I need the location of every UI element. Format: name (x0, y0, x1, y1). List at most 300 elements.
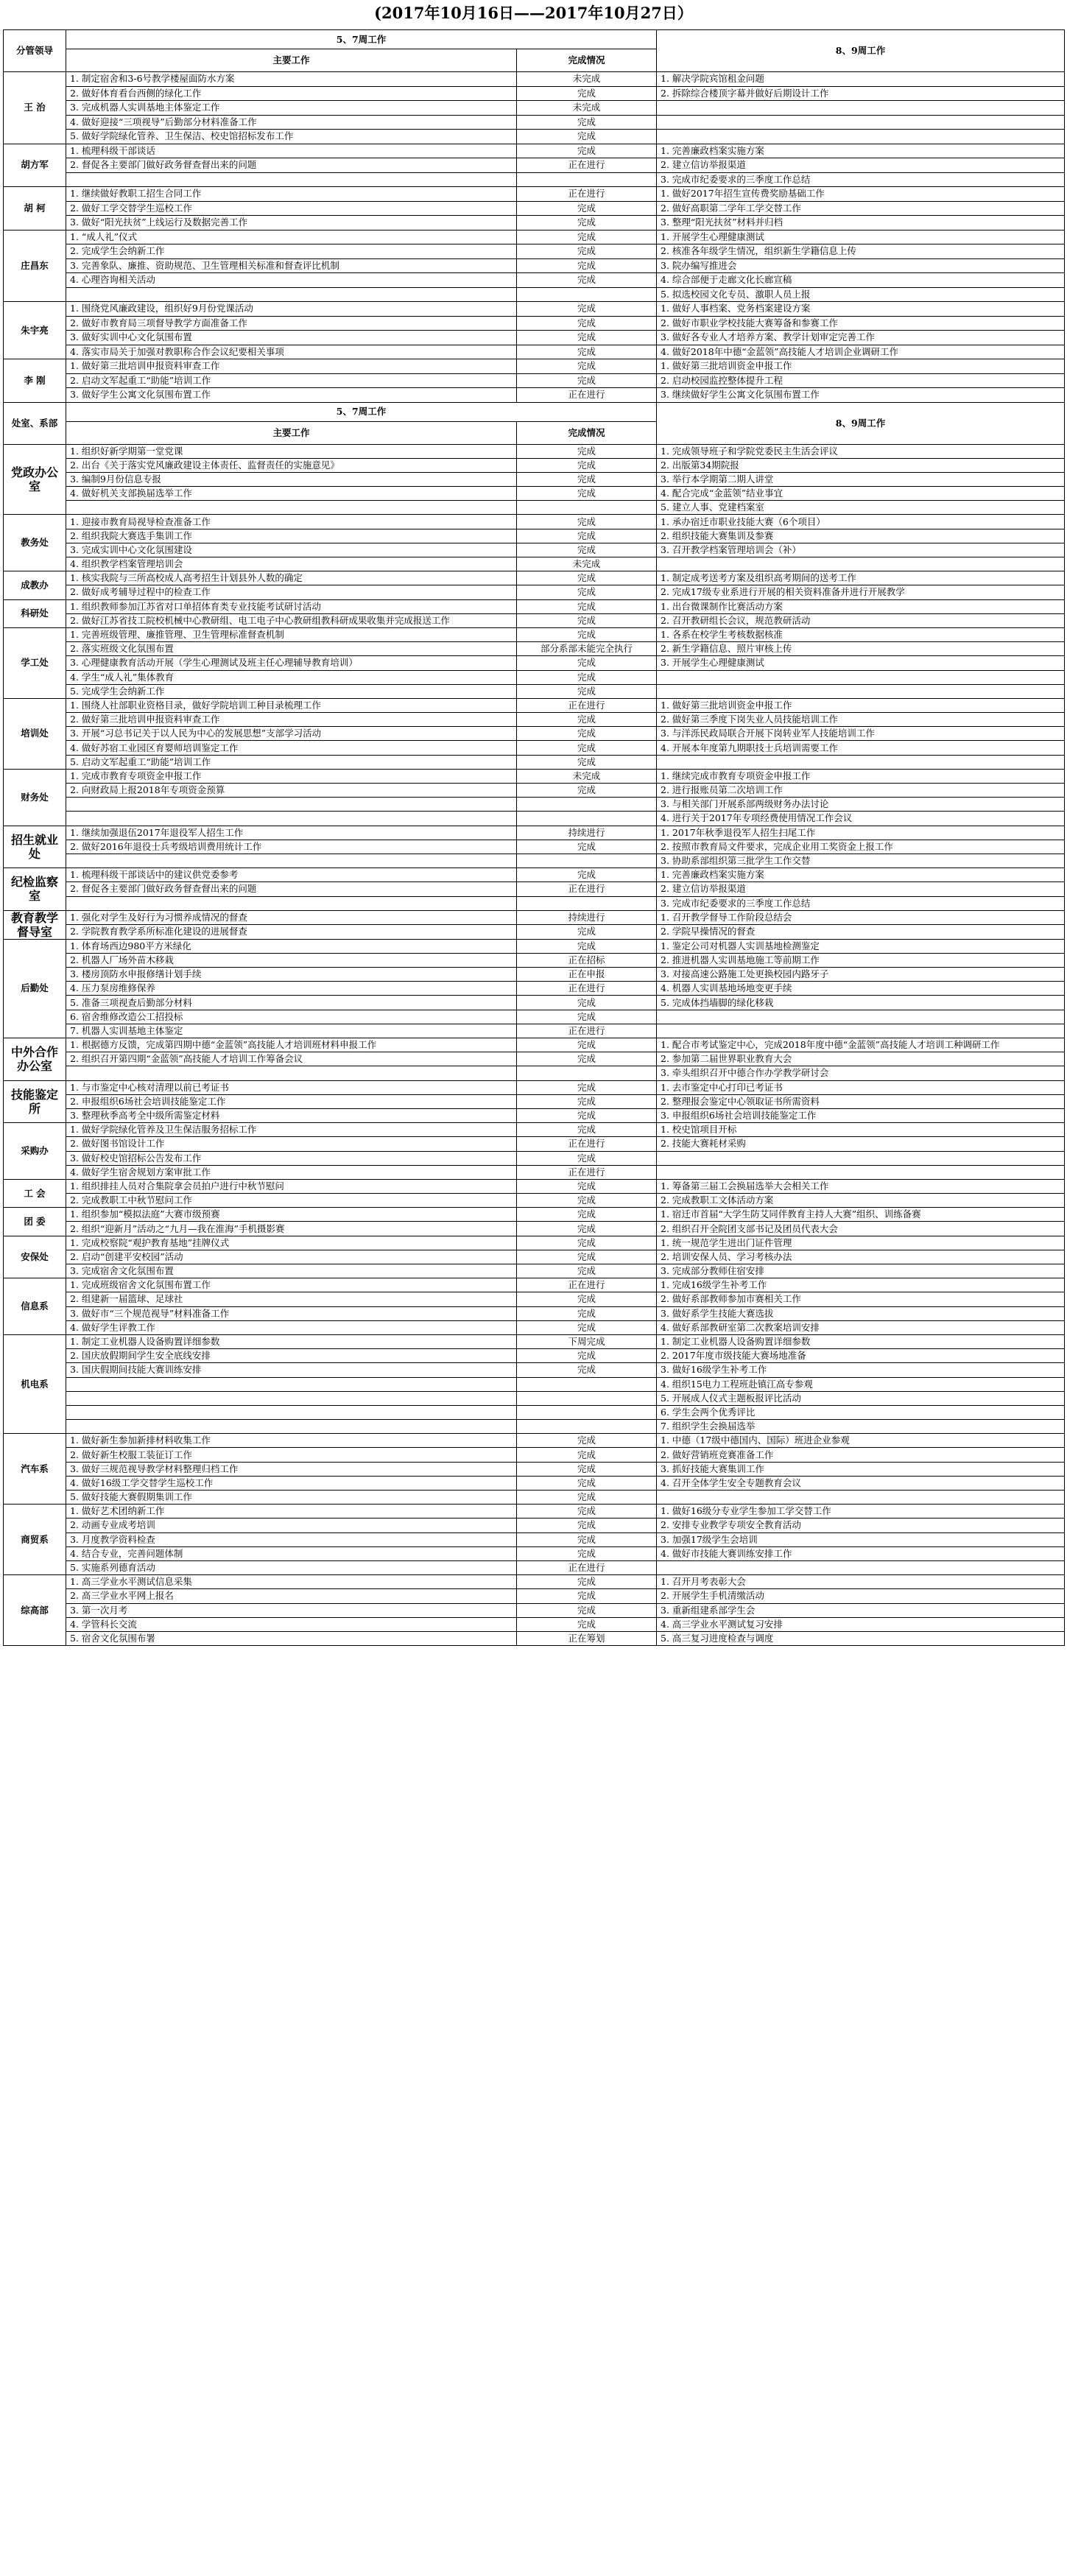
next-work-item: 1. 完成领导班子和学院党委民主生活会评议 (657, 444, 1065, 458)
status-cell: 完成 (517, 244, 657, 259)
table-row (4, 1250, 1065, 1264)
status-cell: 完成 (517, 1349, 657, 1363)
table-row (4, 755, 1065, 769)
work-item (66, 1377, 517, 1391)
work-item (66, 854, 517, 868)
work-item: 7. 机器人实训基地主体鉴定 (66, 1024, 517, 1038)
table-row (4, 1137, 1065, 1151)
next-work-item: 4. 机器人实训基地场地变更手续 (657, 982, 1065, 996)
unit-name: 招生就业处 (4, 826, 66, 868)
table-row (4, 1560, 1065, 1574)
next-work-item: 2. 做好第三季度下岗失业人员技能培训工作 (657, 713, 1065, 727)
status-cell: 正在进行 (517, 388, 657, 403)
work-item: 1. 制定工业机器人设备购置详细参数 (66, 1334, 517, 1348)
table-row (4, 1222, 1065, 1236)
work-item: 2. 组建新一届篮球、足球社 (66, 1292, 517, 1306)
next-work-item: 1. 出台微课制作比赛活动方案 (657, 599, 1065, 613)
unit-name: 纪检监察室 (4, 868, 66, 911)
work-item: 2. 组织召开第四期“金蓝领”高技能人才培训工作筹备会议 (66, 1052, 517, 1066)
table-row (4, 1080, 1065, 1094)
next-work-item (657, 557, 1065, 571)
status-cell: 完成 (517, 1434, 657, 1448)
next-work-item: 1. 鉴定公司对机器人实训基地检测鉴定 (657, 939, 1065, 953)
status-cell: 完成 (517, 1194, 657, 1208)
next-work-item: 2. 组织召开全院团支部书记及团员代表大会 (657, 1222, 1065, 1236)
work-item: 3. 完成宿舍文化氛围布置 (66, 1264, 517, 1278)
work-item: 3. 做好“阳光扶贫”上线运行及数据完善工作 (66, 216, 517, 230)
table-row (4, 585, 1065, 599)
work-item (66, 1391, 517, 1405)
work-item: 1. 核实我院与三所高校成人高考招生计划县外人数的确定 (66, 571, 517, 585)
next-work-item (657, 1560, 1065, 1574)
status-cell: 下周完成 (517, 1334, 657, 1348)
status-cell: 完成 (517, 543, 657, 557)
next-work-item: 2. 开展学生手机清缴活动 (657, 1589, 1065, 1603)
next-work-item: 7. 组织学生会换届选举 (657, 1420, 1065, 1434)
table-row (4, 840, 1065, 854)
status-header: 完成情况 (517, 421, 657, 444)
work-item: 1. 完成校察院“观护教育基地”挂牌仪式 (66, 1236, 517, 1250)
status-cell: 完成 (517, 627, 657, 641)
next-work-item: 1. 中德（17级中德国内、国际）班进企业参观 (657, 1434, 1065, 1448)
unit-name: 商贸系 (4, 1505, 66, 1575)
next-work-item: 2. 整理报会鉴定中心领取证书所需资料 (657, 1094, 1065, 1108)
work-item: 2. 出台《关于落实党风廉政建设主体责任、监督责任的实施意见》 (66, 458, 517, 472)
status-cell (517, 1420, 657, 1434)
work-item: 1. 梳理科级干部谈话 (66, 144, 517, 158)
next-work-item: 2. 2017年度市级技能大赛场地准备 (657, 1349, 1065, 1363)
next-work-item: 3. 整理“阳光扶贫”材料并归档 (657, 216, 1065, 230)
unit-name: 机电系 (4, 1334, 66, 1433)
work-item: 5. 准备三项视查后勤部分材料 (66, 996, 517, 1010)
work-item: 3. 整理秋季高考全中级所需鉴定材料 (66, 1108, 517, 1122)
next-work-item: 2. 核准各年级学生情况，组织新生学籍信息上传 (657, 244, 1065, 259)
status-cell: 完成 (517, 515, 657, 529)
section-header-row (4, 30, 1065, 49)
status-cell: 完成 (517, 1363, 657, 1377)
unit-column-header: 处室、系部 (4, 402, 66, 444)
status-cell: 完成 (517, 1320, 657, 1334)
unit-name: 安保处 (4, 1236, 66, 1278)
table-row (4, 172, 1065, 187)
table-row (4, 599, 1065, 613)
unit-name: 科研处 (4, 599, 66, 627)
table-row (4, 854, 1065, 868)
status-cell: 完成 (517, 444, 657, 458)
table-row (4, 1575, 1065, 1589)
status-cell: 完成 (517, 1108, 657, 1122)
status-cell: 完成 (517, 868, 657, 882)
next-work-item: 1. 2017年秋季退役军人招生扫尾工作 (657, 826, 1065, 840)
next-work-item: 4. 做好2018年中德“金蓝领”高技能人才培训企业调研工作 (657, 345, 1065, 359)
table-row (4, 130, 1065, 144)
main-work-header: 主要工作 (66, 421, 517, 444)
status-cell: 完成 (517, 1505, 657, 1518)
next-work-item (657, 130, 1065, 144)
next-work-item: 5. 开展成人仪式主题板报评比活动 (657, 1391, 1065, 1405)
next-work-item: 2. 做好营销班竞赛准备工作 (657, 1448, 1065, 1462)
table-row (4, 642, 1065, 656)
next-work-item: 1. 统一规范学生进出门证件管理 (657, 1236, 1065, 1250)
work-item: 1. 组织排挂人员对合集院拿会员拍户进行中秋节慰问 (66, 1179, 517, 1193)
status-cell: 完成 (517, 1123, 657, 1137)
table-row (4, 472, 1065, 486)
table-row (4, 613, 1065, 627)
week89-header: 8、9周工作 (657, 30, 1065, 72)
table-row (4, 1377, 1065, 1391)
status-cell: 完成 (517, 613, 657, 627)
unit-column-header: 分管领导 (4, 30, 66, 72)
table-row (4, 388, 1065, 403)
status-cell: 完成 (517, 1236, 657, 1250)
table-row (4, 727, 1065, 741)
status-cell: 完成 (517, 130, 657, 144)
status-cell: 持续进行 (517, 826, 657, 840)
table-row (4, 1420, 1065, 1434)
table-row (4, 1292, 1065, 1306)
table-row (4, 1066, 1065, 1080)
schedule-table (3, 29, 1065, 1646)
status-cell (517, 1066, 657, 1080)
work-item: 2. 组织“迎新月”活动之“九月—我在淮海”手机摄影赛 (66, 1222, 517, 1236)
table-row (4, 373, 1065, 388)
next-work-item: 1. 制定成考送考方案及组织高考期间的送考工作 (657, 571, 1065, 585)
next-work-item: 4. 配合完成“金蓝领”结业事宜 (657, 487, 1065, 501)
next-work-item: 1. 制定工业机器人设备购置详细参数 (657, 1334, 1065, 1348)
work-item: 3. 楼房顶防水申报修缮计划手续 (66, 968, 517, 982)
table-row (4, 684, 1065, 698)
work-item (66, 798, 517, 812)
status-cell: 完成 (517, 1589, 657, 1603)
work-item: 4. 做好学生评教工作 (66, 1320, 517, 1334)
table-row (4, 670, 1065, 684)
table-row (4, 101, 1065, 116)
status-cell: 正在进行 (517, 882, 657, 896)
table-row (4, 1349, 1065, 1363)
status-cell: 完成 (517, 1603, 657, 1617)
work-item: 2. 做好市教育局三项督导教学方面准备工作 (66, 316, 517, 331)
status-cell: 完成 (517, 1476, 657, 1490)
work-item: 2. 做好新生校服工装征订工作 (66, 1448, 517, 1462)
table-row (4, 258, 1065, 273)
next-work-item: 1. 召开月考表彰大会 (657, 1575, 1065, 1589)
status-cell: 正在招标 (517, 953, 657, 967)
next-work-item: 3. 重新组建系部学生会 (657, 1603, 1065, 1617)
table-row (4, 144, 1065, 158)
status-cell (517, 1405, 657, 1419)
unit-name: 学工处 (4, 627, 66, 698)
table-row (4, 1505, 1065, 1518)
unit-name: 王 治 (4, 72, 66, 144)
next-work-item: 1. 开展学生心理健康测试 (657, 230, 1065, 244)
next-work-item (657, 755, 1065, 769)
next-work-item: 2. 参加第二届世界职业教育大会 (657, 1052, 1065, 1066)
table-row (4, 273, 1065, 288)
table-row (4, 1546, 1065, 1560)
next-work-item (657, 1024, 1065, 1038)
next-work-item: 3. 协助系部组织第三批学生工作交替 (657, 854, 1065, 868)
status-cell: 完成 (517, 345, 657, 359)
status-cell: 完成 (517, 458, 657, 472)
status-cell: 完成 (517, 1491, 657, 1505)
table-row (4, 543, 1065, 557)
status-cell: 完成 (517, 316, 657, 331)
work-item (66, 287, 517, 302)
work-item: 2. 动画专业成考培训 (66, 1518, 517, 1532)
work-item: 2. 督促各主要部门做好政务督查督出来的问题 (66, 882, 517, 896)
table-row (4, 86, 1065, 101)
work-item: 1. 继续做好教职工招生合同工作 (66, 187, 517, 202)
work-item: 2. 启动文军起重工“助能”培训工作 (66, 373, 517, 388)
table-row (4, 1589, 1065, 1603)
status-cell: 完成 (517, 529, 657, 543)
work-item: 4. 落实市局关于加强对教职称合作会议纪要相关事项 (66, 345, 517, 359)
work-item: 5. 做好技能大赛假期集训工作 (66, 1491, 517, 1505)
status-cell: 正在进行 (517, 698, 657, 712)
table-row (4, 557, 1065, 571)
work-item: 4. 做好学生宿舍规划方案审批工作 (66, 1165, 517, 1179)
unit-name: 财务处 (4, 769, 66, 826)
next-work-item: 2. 做好市职业学校技能大赛筹备和参赛工作 (657, 316, 1065, 331)
table-row (4, 1448, 1065, 1462)
week57-header: 5、7周工作 (66, 30, 657, 49)
next-work-item: 2. 启动校园监控整体提升工程 (657, 373, 1065, 388)
unit-name: 培训处 (4, 698, 66, 769)
work-item (66, 1420, 517, 1434)
status-cell: 完成 (517, 585, 657, 599)
next-work-item: 2. 建立信访举报渠道 (657, 158, 1065, 173)
status-cell: 完成 (517, 258, 657, 273)
table-row (4, 1391, 1065, 1405)
table-row (4, 1010, 1065, 1024)
status-cell: 完成 (517, 1094, 657, 1108)
work-item: 5. 启动文军起重工“助能”培训工作 (66, 755, 517, 769)
next-work-item: 3. 与洋泺民政局联合开展下岗转业军人技能培训工作 (657, 727, 1065, 741)
work-item: 2. 做好体育看台西侧的绿化工作 (66, 86, 517, 101)
table-row (4, 72, 1065, 87)
status-cell (517, 798, 657, 812)
work-item: 2. 做好工学交替学生巡校工作 (66, 201, 517, 216)
next-work-item: 3. 完成市纪委要求的三季度工作总结 (657, 172, 1065, 187)
status-cell: 完成 (517, 331, 657, 345)
work-item: 5. 宿舍文化氛围布署 (66, 1631, 517, 1645)
work-item: 1. “成人礼”仪式 (66, 230, 517, 244)
status-cell: 完成 (517, 1575, 657, 1589)
next-work-item (657, 1165, 1065, 1179)
status-cell: 正在进行 (517, 1024, 657, 1038)
next-work-item: 2. 做好系部教师参加市赛相关工作 (657, 1292, 1065, 1306)
table-row (4, 939, 1065, 953)
next-work-item (657, 115, 1065, 130)
status-cell: 完成 (517, 302, 657, 317)
table-row (4, 529, 1065, 543)
status-cell: 完成 (517, 1462, 657, 1476)
work-item (66, 1066, 517, 1080)
table-row (4, 444, 1065, 458)
work-item: 3. 开展“习总书记关于以人民为中心的发展思想”支部学习活动 (66, 727, 517, 741)
unit-name: 中外合作办公室 (4, 1038, 66, 1081)
status-cell: 完成 (517, 201, 657, 216)
unit-name: 后勤处 (4, 939, 66, 1038)
table-row (4, 302, 1065, 317)
work-item: 3. 第一次月考 (66, 1603, 517, 1617)
table-row (4, 741, 1065, 755)
unit-name: 成教办 (4, 571, 66, 599)
next-work-item: 3. 与相关部门开展系部两级财务办法讨论 (657, 798, 1065, 812)
next-work-item: 3. 抓好技能大赛集训工作 (657, 1462, 1065, 1476)
next-work-item: 2. 完成教职工文体活动方案 (657, 1194, 1065, 1208)
table-row (4, 1179, 1065, 1193)
next-work-item: 3. 开展学生心理健康测试 (657, 656, 1065, 670)
next-work-item (657, 101, 1065, 116)
unit-name: 技能鉴定所 (4, 1080, 66, 1123)
table-row (4, 316, 1065, 331)
status-cell: 正在进行 (517, 187, 657, 202)
table-row (4, 1024, 1065, 1038)
status-cell: 完成 (517, 1151, 657, 1165)
work-item: 1. 做好新生参加新排材料收集工作 (66, 1434, 517, 1448)
status-cell: 完成 (517, 144, 657, 158)
status-cell: 正在进行 (517, 1278, 657, 1292)
work-item: 1. 迎接市教育局视导检查准备工作 (66, 515, 517, 529)
work-item: 4. 心理咨询相关活动 (66, 273, 517, 288)
table-row (4, 187, 1065, 202)
work-item: 4. 组织教学档案管理培训会 (66, 557, 517, 571)
status-cell: 未完成 (517, 557, 657, 571)
work-item: 3. 做好学生公寓文化氛围布置工作 (66, 388, 517, 403)
next-work-item: 1. 校史馆项目开标 (657, 1123, 1065, 1137)
table-row (4, 627, 1065, 641)
status-cell (517, 812, 657, 826)
work-item: 2. 督促各主要部门做好政务督查督出来的问题 (66, 158, 517, 173)
table-row (4, 1631, 1065, 1645)
next-work-item: 3. 院办编写推进会 (657, 258, 1065, 273)
next-work-item: 3. 完成部分教师住宿安排 (657, 1264, 1065, 1278)
status-cell (517, 501, 657, 515)
next-work-item: 2. 学院早操情况的督查 (657, 925, 1065, 940)
work-item: 5. 做好学院绿化管养、卫生保洁、校史馆招标发布工作 (66, 130, 517, 144)
next-work-item: 2. 安排专业教学专项安全教育活动 (657, 1518, 1065, 1532)
status-cell: 完成 (517, 1518, 657, 1532)
status-cell: 完成 (517, 472, 657, 486)
status-cell: 完成 (517, 925, 657, 940)
status-cell: 完成 (517, 1179, 657, 1193)
next-work-item: 2. 完成17级专业系进行开展的相关资料准备并进行开展教学 (657, 585, 1065, 599)
status-cell: 完成 (517, 840, 657, 854)
section-header-row (4, 402, 1065, 421)
work-item: 1. 制定宿舍和3-6号教学楼屋面防水方案 (66, 72, 517, 87)
next-work-item: 4. 高三学业水平测试复习安排 (657, 1617, 1065, 1631)
next-work-item: 6. 学生会两个优秀评比 (657, 1405, 1065, 1419)
work-item: 4. 做好迎接“三项视导”后勤部分材料准备工作 (66, 115, 517, 130)
table-row (4, 1306, 1065, 1320)
work-item: 5. 完成学生会纳新工作 (66, 684, 517, 698)
work-item: 3. 做好校史馆招标公告发布工作 (66, 1151, 517, 1165)
table-row (4, 1208, 1065, 1222)
next-work-item: 3. 完成市纪委要求的三季度工作总结 (657, 896, 1065, 910)
status-cell (517, 896, 657, 910)
table-row (4, 1094, 1065, 1108)
status-cell: 完成 (517, 1617, 657, 1631)
table-row (4, 201, 1065, 216)
table-row (4, 230, 1065, 244)
work-item (66, 1405, 517, 1419)
status-cell: 完成 (517, 1038, 657, 1052)
next-work-item: 2. 新生学籍信息、照片审核上传 (657, 642, 1065, 656)
table-row (4, 826, 1065, 840)
unit-name: 李 刚 (4, 359, 66, 403)
next-work-item: 5. 完成体挡墙脚的绿化移栽 (657, 996, 1065, 1010)
next-work-item: 4. 综合部便于走廊文化长廊宣稿 (657, 273, 1065, 288)
table-row (4, 868, 1065, 882)
status-cell: 正在申报 (517, 968, 657, 982)
status-cell: 完成 (517, 1208, 657, 1222)
next-work-item: 1. 去市鉴定中心打印已考证书 (657, 1080, 1065, 1094)
status-cell: 完成 (517, 571, 657, 585)
table-row (4, 1518, 1065, 1532)
status-cell: 完成 (517, 230, 657, 244)
status-cell (517, 1391, 657, 1405)
status-cell: 完成 (517, 1080, 657, 1094)
next-work-item: 1. 承办宿迁市职业技能大赛（6个项目） (657, 515, 1065, 529)
status-cell: 完成 (517, 1532, 657, 1546)
work-item: 1. 组织参加“模拟法庭”大赛市级预赛 (66, 1208, 517, 1222)
unit-name: 庄昌东 (4, 230, 66, 302)
status-cell: 完成 (517, 727, 657, 741)
work-item: 4. 压力泵房维修保养 (66, 982, 517, 996)
table-row (4, 571, 1065, 585)
work-item: 2. 申报组织6场社会培训技能鉴定工作 (66, 1094, 517, 1108)
next-work-item: 2. 建立信访举报渠道 (657, 882, 1065, 896)
work-item: 1. 体育场西边980平方米绿化 (66, 939, 517, 953)
table-row (4, 1151, 1065, 1165)
table-row (4, 968, 1065, 982)
table-row (4, 1405, 1065, 1419)
work-item (66, 812, 517, 826)
table-row (4, 896, 1065, 910)
next-work-item: 5. 建立人事、党建档案室 (657, 501, 1065, 515)
unit-name: 胡方军 (4, 144, 66, 187)
status-cell: 完成 (517, 1546, 657, 1560)
table-row (4, 784, 1065, 798)
table-row (4, 501, 1065, 515)
table-row (4, 953, 1065, 967)
next-work-item: 3. 加强17级学生会培训 (657, 1532, 1065, 1546)
next-work-item (657, 1151, 1065, 1165)
next-work-item: 4. 做好系部教研室第二次教案培训安排 (657, 1320, 1065, 1334)
unit-name: 汽车系 (4, 1434, 66, 1505)
work-item: 1. 做好学院绿化管养及卫生保洁服务招标工作 (66, 1123, 517, 1137)
table-row (4, 925, 1065, 940)
status-cell (517, 854, 657, 868)
next-work-item: 3. 牵头组织召开中德合作办学教学研讨会 (657, 1066, 1065, 1080)
next-work-item: 4. 召开全体学生安全专题教育会议 (657, 1476, 1065, 1490)
next-work-item: 3. 继续做好学生公寓文化氛围布置工作 (657, 388, 1065, 403)
unit-name: 采购办 (4, 1123, 66, 1180)
next-work-item: 4. 进行关于2017年专项经费使用情况工作会议 (657, 812, 1065, 826)
table-row (4, 331, 1065, 345)
unit-name: 团 委 (4, 1208, 66, 1236)
status-cell: 完成 (517, 1264, 657, 1278)
work-item: 3. 完成机器人实训基地主体鉴定工作 (66, 101, 517, 116)
table-row (4, 1532, 1065, 1546)
work-item: 2. 启动“创建平安校园”活动 (66, 1250, 517, 1264)
work-item: 2. 做好2016年退役士兵考级培训费用统计工作 (66, 840, 517, 854)
next-work-item: 3. 做好16级学生补考工作 (657, 1363, 1065, 1377)
status-cell: 完成 (517, 755, 657, 769)
work-item: 1. 组织好新学期第一堂党课 (66, 444, 517, 458)
table-row (4, 910, 1065, 925)
